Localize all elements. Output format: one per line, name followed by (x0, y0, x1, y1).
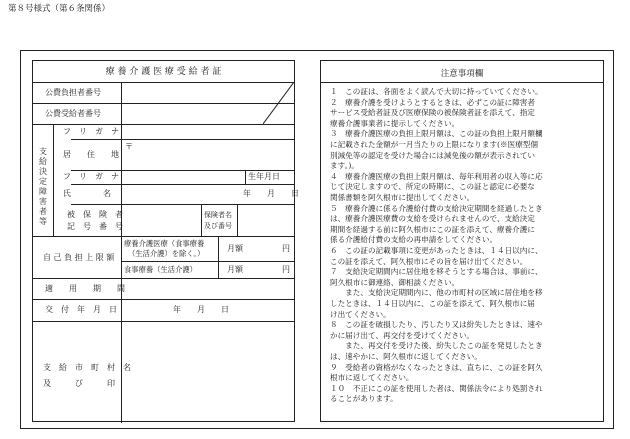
meal-care-label: 食事療養（生活介護） (124, 265, 197, 274)
insurer-label-1: 保険者名 (204, 211, 232, 219)
note-line: 係る介護給付費の支給の再申請をしてください。 (330, 235, 498, 245)
municipality-label-2: 及 び 印 (43, 379, 115, 388)
note-line: ９ 受給者の資格がなくなったときは、直ちに、この証を阿久 (330, 362, 543, 372)
note-line: サービス受給者証及び医療保険の被保険者証を添えて、指定 (330, 108, 535, 118)
recipient-group-label: 支給決定障害者等 (39, 147, 47, 226)
note-line: ４ 療養介護医療の負担上限月額は、毎年利用者の収入等に応 (330, 171, 543, 181)
birthdate-value: 年 月 日 (243, 189, 299, 198)
note-line: 根市に返してください。 (330, 373, 414, 383)
note-line: ３ 療養介護医療の負担上限月額は、この証の負担上限月額欄 (330, 129, 543, 139)
note-line: かに届け出て、再交付を受けてください。 (330, 330, 475, 340)
note-line: ５ 療養介護に係る介護給付費の支給決定期間を経過したとき (330, 203, 543, 213)
insured-label-1: 被 保 険 者 (67, 210, 123, 219)
payer-number-label: 公費負担者番号 (45, 88, 101, 97)
notes-panel (320, 60, 604, 422)
furigana-label-1: フ リ ガ ナ (63, 127, 119, 136)
note-line: ８ この証を破損したり、汚したり又は紛失したときは、速や (330, 320, 543, 330)
note-line: け出てください。 (330, 309, 391, 319)
note-line: は、療養介護医療費の支給を受けられませんので、支給決定 (330, 214, 535, 224)
note-line: この証を添えて、阿久根市にその旨を届け出てください。 (330, 256, 528, 266)
note-line: ２ 療養介護を受けようとするときは、必ずこの証に障害者 (330, 97, 536, 107)
issue-date-label: 交 付 年 月 日 (45, 305, 117, 314)
medical-yen-label: 円 (282, 244, 290, 253)
municipality-label-1: 支 給 市 町 村 名 (43, 363, 131, 372)
note-line: また、再交付を受けた後、紛失したこの証を発見したとき (330, 341, 543, 351)
postal-mark: 〒 (125, 142, 133, 151)
note-line: また、支給決定期間内に、他の市町村の区域に居住地を移 (330, 288, 543, 298)
note-line: ７ 支給決定期間内に居住地を移そうとする場合は、事前に、 (330, 267, 543, 277)
notes-title: 注意事項欄 (440, 69, 484, 79)
copay-limit-label: 自 己 負 担 上 限 額 (43, 253, 115, 262)
recipient-number-label: 公費受給者番号 (45, 109, 101, 118)
certificate-title: 療 養 介 護 医 療 受 給 者 証 (105, 67, 222, 77)
form-number: 第８号様式（第６条関係） (8, 4, 111, 14)
meal-monthly-label: 月額 (227, 265, 243, 274)
note-line: 療養介護事業者に提示してください。 (330, 118, 460, 128)
name-label: 氏 名 (63, 189, 111, 198)
medical-care-label-1: 療養介護医療（食事療養 (124, 239, 205, 248)
birthdate-label: 生年月日 (248, 172, 280, 181)
issue-date-value: 年 月 日 (173, 305, 229, 314)
period-label: 適 用 期 間 (45, 284, 125, 293)
note-line: ６ この証の記載事項に変更があったときは、１４日以内に、 (330, 246, 543, 255)
address-label: 居 住 地 (63, 150, 119, 159)
note-line: 関係書類を阿久根市に提出してください。 (330, 193, 475, 202)
insurer-label-2: 及び番号 (204, 222, 232, 230)
medical-care-label-2: （生活介護）を除く。） (128, 249, 205, 258)
note-line: 期間を経過する前に阿久根市にこの証を添えて、療養介護に (330, 224, 535, 234)
certificate-panel (32, 60, 299, 422)
meal-yen-label: 円 (282, 265, 290, 274)
note-line: １ この証は、各面をよく読んで大切に持っていてください。 (330, 87, 543, 96)
note-line: は、速やかに、阿久根市に返してください。 (330, 352, 482, 361)
note-line: １０ 不正にこの証を使用した者は、関係法令により処罰され (330, 383, 543, 393)
note-line: 阿久根市に御連絡、御相談ください。 (330, 277, 460, 287)
insured-label-2: 記 号 番 号 (67, 222, 123, 231)
note-line: したときは、１４日以内に、この証を添えて、阿久根市に届 (330, 299, 535, 308)
note-line: ます。)。 (330, 161, 359, 171)
medical-monthly-label: 月額 (227, 244, 243, 253)
note-line: 別減免等の認定を受けた場合には減免後の額が表示されてい (330, 150, 536, 160)
note-line: に記載された金額が一月当たりの上限になります(※医療型個 (330, 140, 538, 149)
note-line: ることがあります。 (330, 394, 398, 404)
furigana-label-2: フ リ ガ ナ (63, 172, 119, 181)
diagonal-mark (263, 82, 294, 124)
note-line: じて決定しますので、所定の時期に、この証と認定に必要な (330, 182, 535, 192)
